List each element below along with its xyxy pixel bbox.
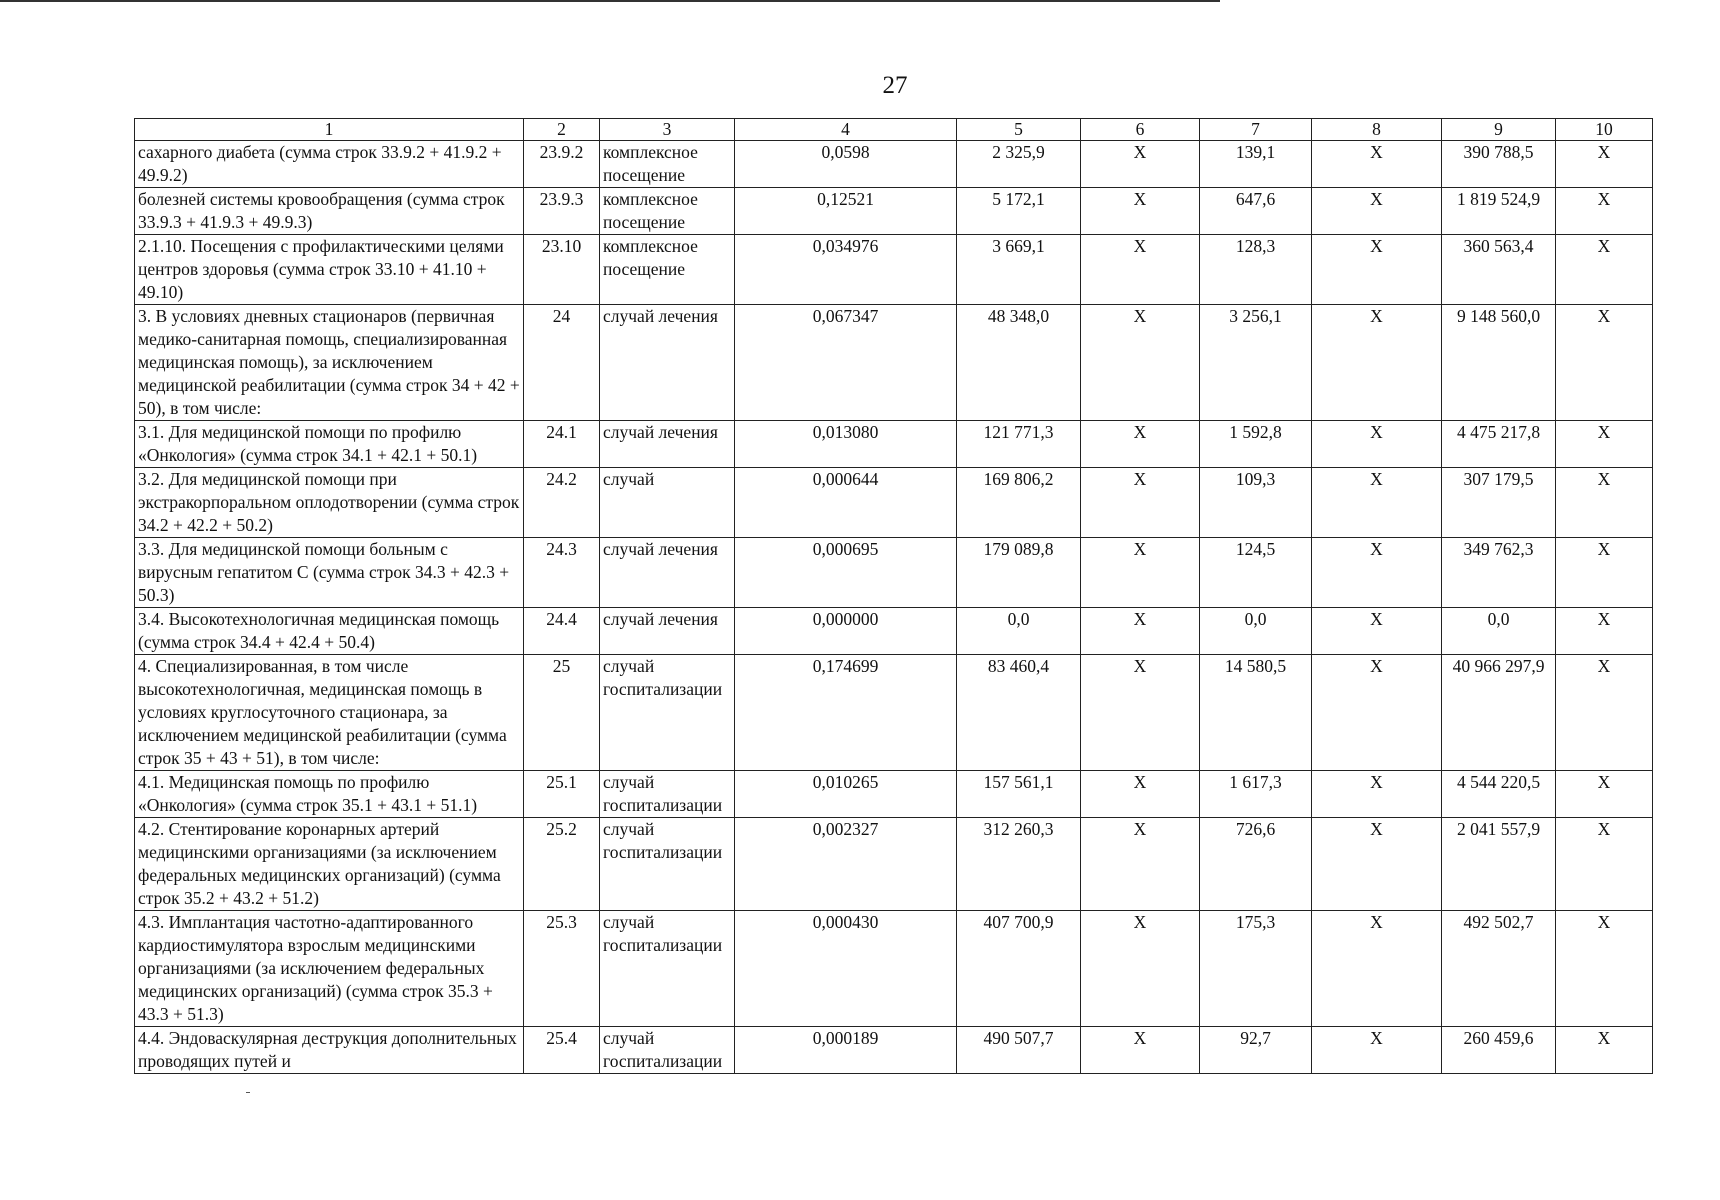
cell-col-6: X: [1081, 608, 1200, 655]
cell-col-4: 0,013080: [735, 421, 957, 468]
cell-col-3: случай лечения: [600, 608, 735, 655]
column-header-2: 2: [524, 119, 600, 141]
cell-col-3: случай госпитализации: [600, 655, 735, 771]
cell-col-1: сахарного диабета (сумма строк 33.9.2 + 41.9.2 + 49.9.2): [135, 141, 524, 188]
cell-col-5: 83 460,4: [957, 655, 1081, 771]
cell-col-10: X: [1556, 235, 1653, 305]
cell-col-6: X: [1081, 655, 1200, 771]
cell-col-3: случай госпитализации: [600, 911, 735, 1027]
cell-col-3: случай лечения: [600, 538, 735, 608]
cell-col-8: X: [1312, 141, 1442, 188]
cell-col-1: 3.3. Для медицинской помощи больным с вирусным гепатитом С (сумма строк 34.3 + 42.3 + 50.3): [135, 538, 524, 608]
cell-col-9: 4 544 220,5: [1442, 771, 1556, 818]
cell-col-1: 3.1. Для медицинской помощи по профилю «Онкология» (сумма строк 34.1 + 42.1 + 50.1): [135, 421, 524, 468]
column-header-9: 9: [1442, 119, 1556, 141]
cell-col-8: X: [1312, 421, 1442, 468]
cell-col-4: 0,010265: [735, 771, 957, 818]
cell-col-3: случай госпитализации: [600, 1027, 735, 1074]
cell-col-1: 3.2. Для медицинской помощи при экстракорпоральном оплодотворении (сумма строк 34.2 + 42.2 + 50.2): [135, 468, 524, 538]
table-row: [135, 421, 1653, 468]
cell-col-7: 1 617,3: [1200, 771, 1312, 818]
cell-col-10: X: [1556, 655, 1653, 771]
column-header-10: 10: [1556, 119, 1653, 141]
cell-col-2: 25.3: [524, 911, 600, 1027]
cell-col-2: 24.3: [524, 538, 600, 608]
table-row: [135, 235, 1653, 305]
table-row: [135, 771, 1653, 818]
cell-col-4: 0,000430: [735, 911, 957, 1027]
cell-col-9: 390 788,5: [1442, 141, 1556, 188]
cell-col-7: 128,3: [1200, 235, 1312, 305]
cell-col-2: 23.9.3: [524, 188, 600, 235]
cell-col-7: 109,3: [1200, 468, 1312, 538]
cell-col-9: 307 179,5: [1442, 468, 1556, 538]
cell-col-5: 0,0: [957, 608, 1081, 655]
cell-col-5: 121 771,3: [957, 421, 1081, 468]
cell-col-5: 490 507,7: [957, 1027, 1081, 1074]
column-header-5: 5: [957, 119, 1081, 141]
cell-col-7: 124,5: [1200, 538, 1312, 608]
cell-col-8: X: [1312, 608, 1442, 655]
cell-col-9: 9 148 560,0: [1442, 305, 1556, 421]
cell-col-10: X: [1556, 911, 1653, 1027]
cell-col-7: 0,0: [1200, 608, 1312, 655]
cell-col-6: X: [1081, 141, 1200, 188]
cell-col-10: X: [1556, 421, 1653, 468]
cell-col-5: 3 669,1: [957, 235, 1081, 305]
cell-col-2: 23.10: [524, 235, 600, 305]
cell-col-10: X: [1556, 468, 1653, 538]
table-row: [135, 608, 1653, 655]
column-header-8: 8: [1312, 119, 1442, 141]
cell-col-6: X: [1081, 771, 1200, 818]
cell-col-3: случай лечения: [600, 421, 735, 468]
cell-col-6: X: [1081, 468, 1200, 538]
cell-col-8: X: [1312, 468, 1442, 538]
cell-col-6: X: [1081, 305, 1200, 421]
cell-col-1: 4.2. Стентирование коронарных артерий медицинскими организациями (за исключением федеральных медицинских организаций) (сумма строк 35.2 + 43.2 + 51.2): [135, 818, 524, 911]
cell-col-4: 0,174699: [735, 655, 957, 771]
cell-col-5: 407 700,9: [957, 911, 1081, 1027]
cell-col-4: 0,002327: [735, 818, 957, 911]
cell-col-7: 14 580,5: [1200, 655, 1312, 771]
cell-col-6: X: [1081, 538, 1200, 608]
table-row: [135, 911, 1653, 1027]
cell-col-10: X: [1556, 305, 1653, 421]
cell-col-2: 25.4: [524, 1027, 600, 1074]
cell-col-3: комплексное посещение: [600, 235, 735, 305]
cell-col-2: 24.1: [524, 421, 600, 468]
data-table: [134, 118, 1653, 1074]
cell-col-9: 260 459,6: [1442, 1027, 1556, 1074]
cell-col-7: 139,1: [1200, 141, 1312, 188]
cell-col-8: X: [1312, 1027, 1442, 1074]
table-row: [135, 818, 1653, 911]
table-header-row: [135, 119, 1653, 141]
cell-col-8: X: [1312, 305, 1442, 421]
cell-col-3: случай лечения: [600, 305, 735, 421]
cell-col-5: 169 806,2: [957, 468, 1081, 538]
cell-col-6: X: [1081, 188, 1200, 235]
cell-col-2: 25.2: [524, 818, 600, 911]
column-header-7: 7: [1200, 119, 1312, 141]
table-row: [135, 538, 1653, 608]
cell-col-5: 48 348,0: [957, 305, 1081, 421]
table-body: [135, 141, 1653, 1074]
table-row: [135, 1027, 1653, 1074]
cell-col-1: 3.4. Высокотехнологичная медицинская помощь (сумма строк 34.4 + 42.4 + 50.4): [135, 608, 524, 655]
cell-col-4: 0,0598: [735, 141, 957, 188]
cell-col-3: случай госпитализации: [600, 771, 735, 818]
cell-col-4: 0,12521: [735, 188, 957, 235]
table-row: [135, 305, 1653, 421]
column-header-4: 4: [735, 119, 957, 141]
cell-col-10: X: [1556, 608, 1653, 655]
cell-col-1: 4. Специализированная, в том числе высокотехнологичная, медицинская помощь в условиях круглосуточного стационара, за исключением медицинской реабилитации (сумма строк 35 + 43 + 51), в том числе:: [135, 655, 524, 771]
cell-col-1: 2.1.10. Посещения с профилактическими целями центров здоровья (сумма строк 33.10 + 41.10 + 49.10): [135, 235, 524, 305]
cell-col-7: 726,6: [1200, 818, 1312, 911]
cell-col-6: X: [1081, 235, 1200, 305]
cell-col-9: 2 041 557,9: [1442, 818, 1556, 911]
table-row: [135, 655, 1653, 771]
cell-col-4: 0,000000: [735, 608, 957, 655]
cell-col-10: X: [1556, 188, 1653, 235]
cell-col-9: 1 819 524,9: [1442, 188, 1556, 235]
cell-col-1: 3. В условиях дневных стационаров (первичная медико-санитарная помощь, специализированная медицинская помощь), за исключением медицинской реабилитации (сумма строк 34 + 42 + 50), в том числе:: [135, 305, 524, 421]
cell-col-10: X: [1556, 771, 1653, 818]
cell-col-6: X: [1081, 1027, 1200, 1074]
cell-col-7: 1 592,8: [1200, 421, 1312, 468]
table-row: [135, 141, 1653, 188]
cell-col-7: 3 256,1: [1200, 305, 1312, 421]
cell-col-6: X: [1081, 818, 1200, 911]
cell-col-8: X: [1312, 655, 1442, 771]
cell-col-3: комплексное посещение: [600, 188, 735, 235]
cell-col-8: X: [1312, 188, 1442, 235]
cell-col-5: 2 325,9: [957, 141, 1081, 188]
cell-col-3: случай госпитализации: [600, 818, 735, 911]
cell-col-1: болезней системы кровообращения (сумма строк 33.9.3 + 41.9.3 + 49.9.3): [135, 188, 524, 235]
cell-col-4: 0,034976: [735, 235, 957, 305]
cell-col-6: X: [1081, 421, 1200, 468]
cell-col-2: 24.2: [524, 468, 600, 538]
column-header-1: 1: [135, 119, 524, 141]
cell-col-1: 4.4. Эндоваскулярная деструкция дополнительных проводящих путей и: [135, 1027, 524, 1074]
cell-col-7: 175,3: [1200, 911, 1312, 1027]
cell-col-2: 24: [524, 305, 600, 421]
cell-col-5: 157 561,1: [957, 771, 1081, 818]
page-number: 27: [882, 72, 908, 99]
table-row: [135, 468, 1653, 538]
cell-col-10: X: [1556, 538, 1653, 608]
cell-col-3: комплексное посещение: [600, 141, 735, 188]
cell-col-10: X: [1556, 818, 1653, 911]
cell-col-10: X: [1556, 141, 1653, 188]
cell-col-5: 179 089,8: [957, 538, 1081, 608]
cell-col-2: 23.9.2: [524, 141, 600, 188]
scan-mark: [246, 1092, 250, 1093]
cell-col-9: 40 966 297,9: [1442, 655, 1556, 771]
cell-col-4: 0,000644: [735, 468, 957, 538]
cell-col-8: X: [1312, 235, 1442, 305]
cell-col-2: 25.1: [524, 771, 600, 818]
cell-col-4: 0,000189: [735, 1027, 957, 1074]
cell-col-5: 312 260,3: [957, 818, 1081, 911]
cell-col-2: 24.4: [524, 608, 600, 655]
cell-col-1: 4.3. Имплантация частотно-адаптированного кардиостимулятора взрослым медицинскими организациями (за исключением федеральных медицинских организаций) (сумма строк 35.3 + 43.3 + 51.3): [135, 911, 524, 1027]
cell-col-7: 92,7: [1200, 1027, 1312, 1074]
cell-col-9: 492 502,7: [1442, 911, 1556, 1027]
cell-col-5: 5 172,1: [957, 188, 1081, 235]
cell-col-10: X: [1556, 1027, 1653, 1074]
cell-col-6: X: [1081, 911, 1200, 1027]
cell-col-4: 0,067347: [735, 305, 957, 421]
cell-col-8: X: [1312, 538, 1442, 608]
cell-col-8: X: [1312, 771, 1442, 818]
cell-col-9: 360 563,4: [1442, 235, 1556, 305]
top-rule: [0, 0, 1220, 2]
cell-col-9: 4 475 217,8: [1442, 421, 1556, 468]
cell-col-4: 0,000695: [735, 538, 957, 608]
cell-col-2: 25: [524, 655, 600, 771]
cell-col-8: X: [1312, 818, 1442, 911]
column-header-3: 3: [600, 119, 735, 141]
cell-col-9: 0,0: [1442, 608, 1556, 655]
cell-col-1: 4.1. Медицинская помощь по профилю «Онкология» (сумма строк 35.1 + 43.1 + 51.1): [135, 771, 524, 818]
table-row: [135, 188, 1653, 235]
cell-col-9: 349 762,3: [1442, 538, 1556, 608]
cell-col-8: X: [1312, 911, 1442, 1027]
cell-col-7: 647,6: [1200, 188, 1312, 235]
column-header-6: 6: [1081, 119, 1200, 141]
cell-col-3: случай: [600, 468, 735, 538]
